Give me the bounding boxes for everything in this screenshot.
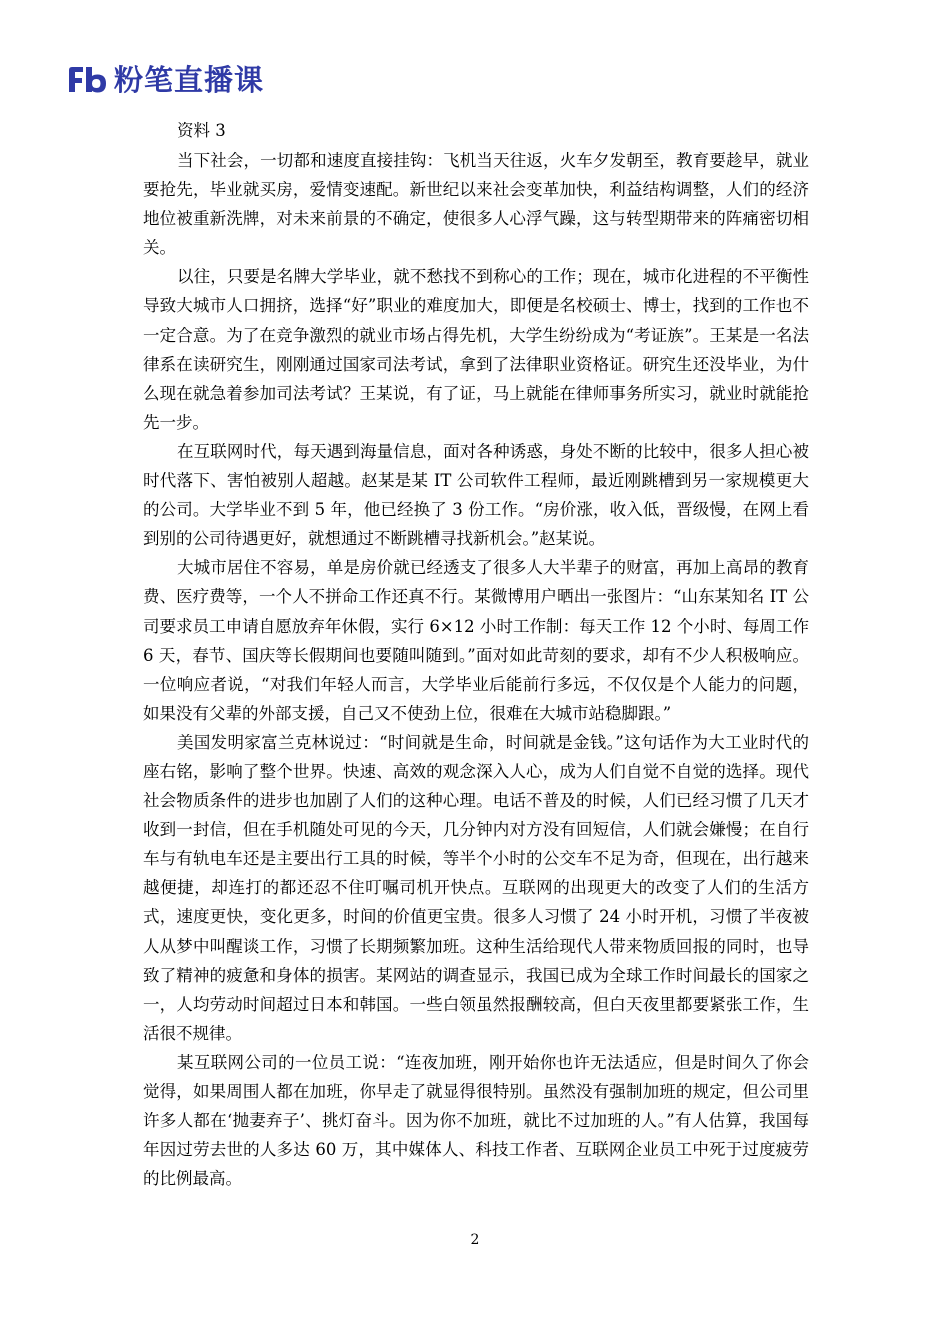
paragraph-3: 在互联网时代，每天遇到海量信息，面对各种诱惑，身处不断的比较中，很多人担心被时代落下、害怕被别人超越。赵某是某 IT 公司软件工程师，最近刚跳槽到另一家规模更大的公司。大学毕业不到 5 年，他已经换了 3 份工作。“房价涨，收入低，晋级慢，在网上看到别的公司待遇更好，就想通过不断跳槽寻找新机会。”赵某说。 [143, 441, 809, 549]
paragraph-5: 美国发明家富兰克林说过：“时间就是生命，时间就是金钱。”这句话作为大工业时代的座右铭，影响了整个世界。快速、高效的观念深入人心，成为人们自觉不自觉的选择。现代社会物质条件的进步也加剧了人们的这种心理。电话不普及的时候，人们已经习惯了几天才收到一封信，但在手机随处可见的今天，几分钟内对方没有回短信，人们就会嫌慢；在自行车与有轨电车还是主要出行工具的时候，等半个小时的公交车不足为奇，但现在，出行越来越便捷，却连打的都还忍不住叮嘱司机开快点。互联网的出现更大的改变了人们的生活方式，速度更快，变化更多，时间的价值更宝贵。很多人习惯了 24 小时开机，习惯了半夜被人从梦中叫醒谈工作，习惯了长期频繁加班。这种生活给现代人带来物质回报的同时，也导致了精神的疲惫和身体的损害。某网站的调查显示，我国已成为全球工作时间最长的国家之一，人均劳动时间超过日本和韩国。一些白领虽然报酬较高，但白天夜里都要紧张工作，生活很不规律。 [143, 732, 809, 1043]
brand-logo [66, 62, 264, 98]
paragraph-6: 某互联网公司的一位员工说：“连夜加班，刚开始你也许无法适应，但是时间久了你会觉得，如果周围人都在加班，你早走了就显得很特别。虽然没有强制加班的规定，但公司里许多人都在‘抛妻弃子’、挑灯奋斗。因为你不加班，就比不过加班的人。”有人估算，我国每年因过劳去世的人多达 60 万，其中媒体人、科技工作者、互联网企业员工中死于过度疲劳的比例最高。 [143, 1052, 809, 1189]
fb-logo-icon [66, 65, 110, 95]
paragraph-4: 大城市居住不容易，单是房价就已经透支了很多人大半辈子的财富，再加上高昂的教育费、医疗费等，一个人不拼命工作还真不行。某微博用户晒出一张图片：“山东某知名 IT 公司要求员工申请自愿放弃年休假，实行 6×12 小时工作制：每天工作 12 个小时、每周工作 6 天，春节、国庆等长假期间也要随叫随到。”面对如此苛刻的要求，却有不少人积极响应。一位响应者说，“对我们年轻人而言，大学毕业后能前行多远，不仅仅是个人能力的问题，如果没有父辈的外部支援，自己又不使劲上位，很难在大城市站稳脚跟。” [143, 558, 809, 723]
section-title: 资料 3 [177, 121, 226, 140]
paragraph-2: 以往，只要是名牌大学毕业，就不愁找不到称心的工作；现在，城市化进程的不平衡性导致大城市人口拥挤，选择“好”职业的难度加大，即便是名校硕士、博士，找到的工作也不一定合意。为了在竞争激烈的就业市场占得先机，大学生纷纷成为“考证族”。王某是一名法律系在读研究生，刚刚通过国家司法考试，拿到了法律职业资格证。研究生还没毕业，为什么现在就急着参加司法考试？王某说，有了证，马上就能在律师事务所实习，就业时就能抢先一步。 [143, 267, 809, 432]
paragraph-1: 当下社会，一切都和速度直接挂钩：飞机当天往返，火车夕发朝至，教育要趁早，就业要抢先，毕业就买房，爱情变速配。新世纪以来社会变革加快，利益结构调整，人们的经济地位被重新洗牌，对未来前景的不确定，使很多人心浮气躁，这与转型期带来的阵痛密切相关。 [143, 151, 809, 258]
page-number: 2 [470, 1232, 480, 1248]
document-body [143, 116, 809, 1193]
logo-text: 粉笔直播课 [114, 63, 265, 97]
